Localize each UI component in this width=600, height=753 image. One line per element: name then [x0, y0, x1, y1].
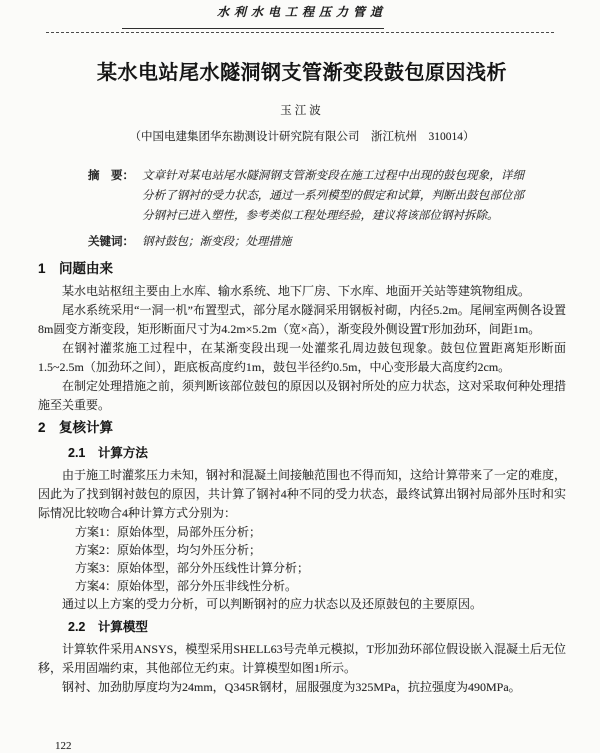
- section-1-paragraph: 尾水系统采用“一洞一机”布置型式，部分尾水隧洞采用钢板衬砌，内径5.2m。尾闸室两侧各设置8m圆变方渐变段，矩形断面尺寸为4.2m×5.2m（宽×高），渐变段外侧设置T形加劲环，间距1m。: [38, 303, 566, 336]
- abstract-text: 文章针对某电站尾水隧洞钢支管渐变段在施工过程中出现的鼓包现象，详细分析了钢衬的受力状态，通过一系列模型的假定和试算，判断出鼓包部位部分钢衬已进入塑性，参考类似工程处理经验，建议将该部位钢衬拆除。: [142, 170, 524, 222]
- section-2-heading: 2 复核计算: [38, 420, 114, 435]
- author-name: 玉江波: [280, 105, 324, 117]
- section-2-2-paragraph: 计算软件采用ANSYS，模型采用SHELL63号壳单元模拟，T形加劲环部位假设嵌入混凝土后无位移，采用固端约束，其他部位无约束。计算模型如图1所示。: [38, 642, 567, 675]
- scanned-paper-page: [0, 4, 600, 752]
- section-2-1-paragraph: 通过以上方案的受力分析，可以判断钢衬的应力状态以及还原鼓包的主要原因。: [62, 597, 483, 611]
- section-2-2-heading: 2.2 计算模型: [68, 620, 148, 634]
- header-rule-solid: [122, 28, 384, 29]
- calculation-plan-list: [38, 523, 566, 595]
- plan-item: 方案1：原始体型，局部外压分析；: [75, 525, 262, 539]
- section-1-paragraph: 在制定处理措施之前，须判断该部位鼓包的原因以及钢衬所处的应力状态，这对采取何种处理措施至关重要。: [38, 379, 567, 412]
- plan-item: 方案4：原始体型，部分外压非线性分析。: [75, 579, 298, 593]
- section-1-heading: 1 问题由来: [38, 261, 114, 276]
- abstract-label: 摘 要：: [88, 170, 134, 182]
- running-head: 水利水电工程压力管道: [216, 5, 387, 19]
- section-2-1-paragraph: 由于施工时灌浆压力未知，钢衬和混凝土间接触范围也不得而知，这给计算带来了一定的难度，因此为了找到钢衬鼓包的原因，共计算了钢衬4种不同的受力状态，最终试算出钢衬局部外压时和实际情况比较吻合4种计算方式分别为：: [38, 468, 567, 520]
- section-2-2-paragraph: 钢衬、加劲肋厚度均为24mm，Q345R钢材，屈服强度为325MPa，抗拉强度为490MPa。: [62, 680, 521, 694]
- plan-item: 方案2：原始体型，均匀外压分析；: [75, 543, 262, 557]
- header-rule-dashed: [46, 32, 554, 33]
- keywords-block: [88, 232, 524, 252]
- plan-item: 方案3：原始体型，部分外压线性计算分析；: [75, 561, 310, 575]
- page-number: 122: [55, 740, 72, 752]
- abstract-block: [88, 166, 524, 226]
- article-title: 某水电站尾水隧洞钢支管渐变段鼓包原因浅析: [97, 62, 507, 84]
- author-affiliation: （中国电建集团华东勘测设计研究院有限公司 浙江杭州 310014）: [129, 131, 475, 143]
- keywords-text: 钢衬鼓包；渐变段；处理措施: [142, 236, 292, 248]
- section-2-1-heading: 2.1 计算方法: [68, 446, 148, 460]
- keywords-label: 关键词：: [88, 236, 134, 248]
- section-1-paragraph: 某水电站枢纽主要由上水库、输水系统、地下厂房、下水库、地面开关站等建筑物组成。: [62, 284, 531, 298]
- section-1-paragraph: 在钢衬灌浆施工过程中，在某渐变段出现一处灌浆孔周边鼓包现象。鼓包位置距离矩形断面1.5~2.5m（加劲环之间），距底板高度约1m，鼓包半径约0.5m，中心变形最大高度约2cm。: [38, 341, 566, 374]
